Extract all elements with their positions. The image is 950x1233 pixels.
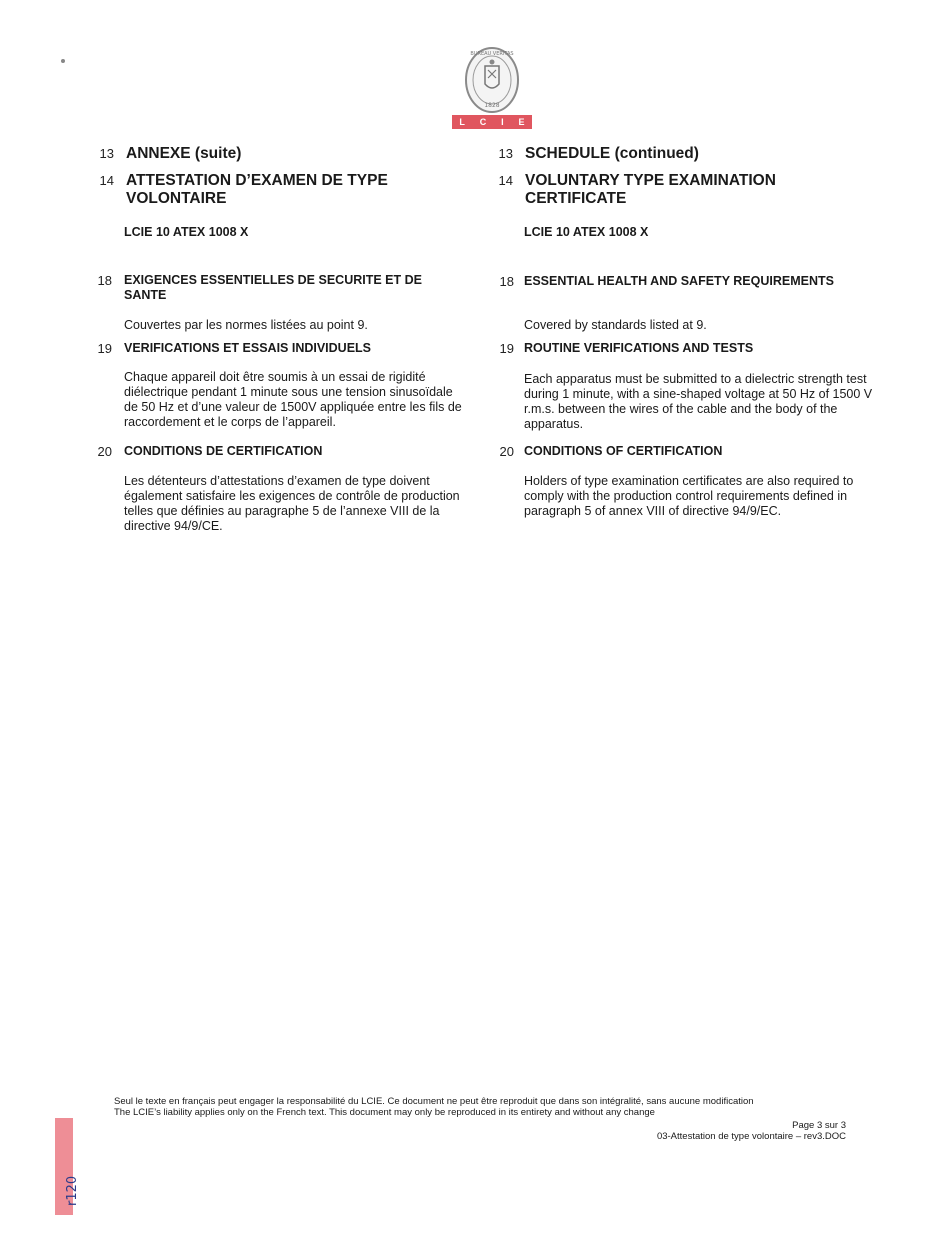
section-title-19: VERIFICATIONS ET ESSAIS INDIVIDUELS bbox=[124, 341, 372, 355]
section-title-14-line1: ATTESTATION D’EXAMEN DE TYPE bbox=[126, 172, 388, 189]
section-title-13: ANNEXE (suite) bbox=[126, 145, 242, 162]
section-title-18-line1: EXIGENCES ESSENTIELLES DE SECURITE ET DE bbox=[124, 273, 422, 287]
body-line: Each apparatus must be submitted to a dielectric strength test bbox=[524, 372, 867, 386]
lcie-bar bbox=[452, 115, 532, 129]
svg-text:1828: 1828 bbox=[484, 102, 500, 109]
body-line: Les détenteurs d’attestations d’examen de type doivent bbox=[124, 474, 430, 488]
body-line: r.m.s. between the wires of the cable and the body of the bbox=[524, 402, 838, 416]
section-number-14: 14 bbox=[498, 173, 513, 188]
section-number-13: 13 bbox=[498, 146, 513, 161]
section-number-20: 20 bbox=[499, 444, 514, 459]
section-body-18: Covered by standards listed at 9. bbox=[524, 318, 707, 332]
section-number-20: 20 bbox=[97, 444, 112, 459]
bureau-veritas-lcie-logo bbox=[452, 44, 532, 130]
certificate-reference: LCIE 10 ATEX 1008 X bbox=[124, 225, 249, 239]
body-line: paragraph 5 of annex VIII of directive 94/9/EC. bbox=[524, 504, 782, 518]
section-title-20: CONDITIONS OF CERTIFICATION bbox=[524, 444, 723, 458]
body-line: Chaque appareil doit être soumis à un essai de rigidité bbox=[124, 370, 426, 384]
footer-french-notice: Seul le texte en français peut engager la responsabilité du LCIE. Ce document ne peut être reproduit que dans son intégralité, sans aucune modification bbox=[114, 1096, 754, 1107]
footer-english-notice: The LCIE’s liability applies only on the French text. This document may only be reproduced in its entirety and without any change bbox=[114, 1107, 655, 1118]
body-line: telles que définies au paragraphe 5 de l’annexe VIII de la bbox=[124, 504, 440, 518]
body-line: during 1 minute, with a sine-shaped voltage at 50 Hz of 1500 V bbox=[524, 387, 873, 401]
section-title-20: CONDITIONS DE CERTIFICATION bbox=[124, 444, 323, 458]
body-line: également satisfaire les exigences de contrôle de production bbox=[124, 489, 460, 503]
section-title-18: ESSENTIAL HEALTH AND SAFETY REQUIREMENTS bbox=[524, 274, 834, 288]
footer-notice bbox=[114, 1096, 854, 1118]
document-reference: 03-Attestation de type volontaire – rev3.DOC bbox=[656, 1131, 846, 1142]
lcie-letter: E bbox=[518, 117, 525, 127]
body-line: raccordement et le corps de l’appareil. bbox=[124, 415, 336, 429]
body-line: de 50 Hz et d’une valeur de 1500V appliquée entre les fils de bbox=[124, 400, 462, 414]
section-title-14-line2: VOLONTAIRE bbox=[126, 190, 227, 207]
bureau-veritas-seal-icon bbox=[452, 44, 532, 114]
scan-speck bbox=[61, 59, 65, 63]
section-body-20 bbox=[124, 474, 476, 534]
lcie-letter: C bbox=[479, 117, 487, 127]
section-body-19 bbox=[524, 372, 886, 432]
section-number-19: 19 bbox=[97, 341, 112, 356]
section-title-14-line1: VOLUNTARY TYPE EXAMINATION bbox=[525, 172, 776, 189]
section-number-18: 18 bbox=[97, 273, 112, 288]
section-body-19 bbox=[124, 370, 476, 430]
page-number: Page 3 sur 3 bbox=[792, 1120, 846, 1131]
svg-text:BUREAU VERITAS: BUREAU VERITAS bbox=[470, 51, 514, 57]
section-body-20 bbox=[524, 474, 886, 519]
body-line: comply with the production control requirements defined in bbox=[524, 489, 848, 503]
certificate-reference: LCIE 10 ATEX 1008 X bbox=[524, 225, 649, 239]
section-number-19: 19 bbox=[499, 341, 514, 356]
section-number-18: 18 bbox=[499, 274, 514, 289]
section-body-18: Couvertes par les normes listées au point 9. bbox=[124, 318, 368, 332]
body-line: diélectrique pendant 1 minute sous une tension sinusoïdale bbox=[124, 385, 453, 399]
body-line: Holders of type examination certificates are also required to bbox=[524, 474, 854, 488]
svg-text:r120: r120 bbox=[65, 1175, 80, 1206]
section-title-14-line2: CERTIFICATE bbox=[525, 190, 627, 207]
section-title-18-line2: SANTE bbox=[124, 288, 167, 302]
lcie-letter: I bbox=[501, 117, 504, 127]
body-line: directive 94/9/CE. bbox=[124, 519, 223, 533]
section-title-19: ROUTINE VERIFICATIONS AND TESTS bbox=[524, 341, 754, 355]
body-line: apparatus. bbox=[524, 417, 584, 431]
section-title-13: SCHEDULE (continued) bbox=[525, 145, 699, 162]
section-number-13: 13 bbox=[99, 146, 114, 161]
section-number-14: 14 bbox=[99, 173, 114, 188]
lcie-letter: L bbox=[459, 117, 465, 127]
handwritten-note bbox=[60, 1160, 84, 1210]
